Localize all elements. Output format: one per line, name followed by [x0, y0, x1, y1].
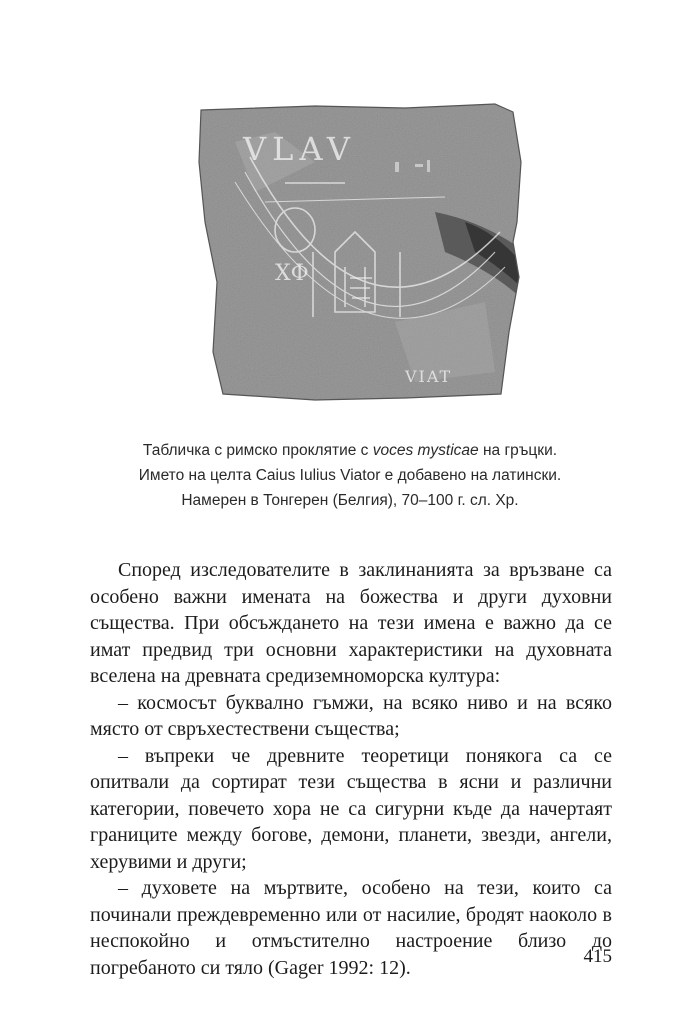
caption-line-3: Намерен в Тонгерен (Белгия), 70–100 г. сл. Хр. — [181, 492, 519, 509]
page-number: 415 — [583, 946, 612, 967]
caption-line-1-suffix: на гръцки. — [478, 442, 558, 459]
inscription-letters-bottom: VIAT — [405, 367, 453, 386]
inscription-letters-top: VLAV — [243, 130, 356, 168]
curse-tablet-image — [195, 102, 527, 404]
figure-caption — [60, 438, 640, 513]
paragraph-intro: Според изследователите в заклинанията за връзване са особено важни имената на божества и други духовни същества. При обсъждането на тези имена е важно да се имат предвид три основни характеристики на духовната вселена на древната средиземноморска култура: — [90, 559, 612, 687]
paragraph-item-2: – въпреки че древните теоретици понякога са се опитвали да сортират тези същества в ясни и различни категории, повечето хора не са сигурни къде да начертаят границите между богове, демони, планети, звезди, ангели, херувими и други; — [90, 744, 612, 873]
paragraph-item-1: – космосът буквално гъмжи, на всяко ниво и на всяко място от свръхестествени същества; — [90, 691, 612, 740]
caption-line-1 — [60, 438, 640, 463]
body-text — [90, 557, 612, 981]
caption-line-1-italic: voces mysticae — [372, 442, 479, 459]
paragraph-item-3: – духовете на мъртвите, особено на тези, които са починали преждевременно или от насилие, бродят наоколо в неспокойно и отмъстително настроение близо до погребаното си тяло (Gager 1992: 12). — [90, 877, 612, 979]
caption-line-2: Името на целта Caius Iulius Viator е добавено на латински. — [138, 467, 562, 484]
inscription-letters-middle: XΦ — [275, 261, 309, 286]
caption-line-1-prefix: Табличка с римско проклятие с — [142, 442, 373, 459]
